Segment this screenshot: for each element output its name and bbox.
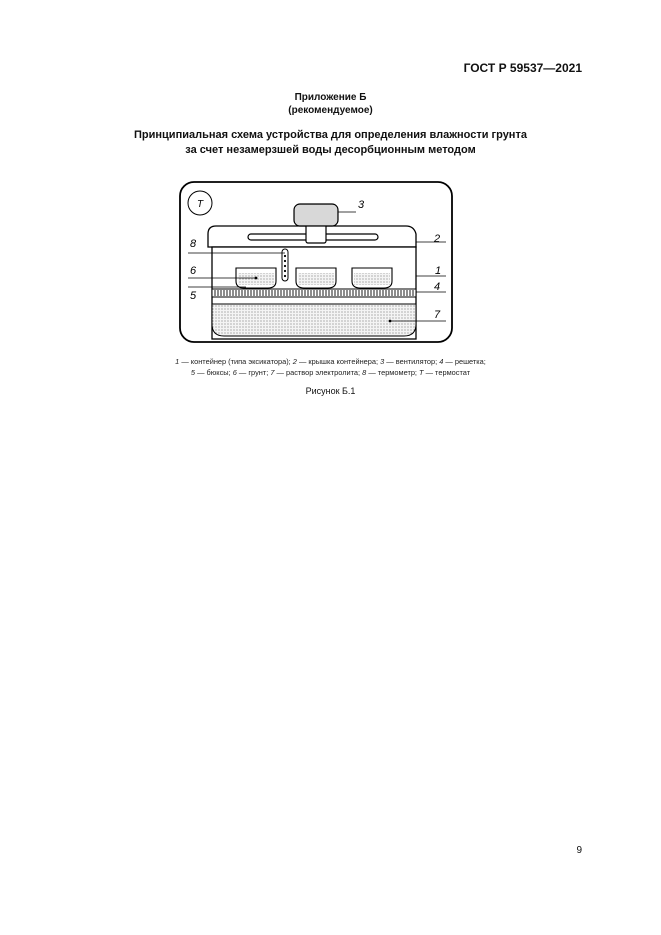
thermostat-symbol: T	[197, 199, 204, 210]
legend-line-1: 1 — контейнер (типа эксикатора); 2 — крышка контейнера; 3 — вентилятор; 4 — решетка;	[175, 357, 486, 366]
legend-line-2: 5 — бюксы; 6 — грунт; 7 — раствор электролита; 8 — термометр; T — термостат	[190, 368, 471, 377]
callout-7: 7	[434, 309, 441, 321]
callout-4: 4	[434, 281, 441, 293]
callout-3: 3	[358, 199, 365, 211]
callout-5: 5	[190, 290, 197, 302]
annex-heading	[0, 91, 661, 117]
document-code: ГОСТ Р 59537—2021	[463, 61, 582, 75]
figure-caption: Рисунок Б.1	[305, 386, 356, 396]
device-diagram	[170, 176, 460, 348]
annex-status: (рекомендуемое)	[288, 105, 373, 116]
title-line-2: за счет незамерзшей воды десорбционным методом	[185, 144, 476, 156]
callout-2: 2	[434, 233, 441, 245]
callout-8: 8	[190, 238, 197, 250]
soil-cup	[296, 268, 336, 288]
page-number: 9	[576, 845, 582, 856]
soil-cup	[352, 268, 392, 288]
title-line-1: Принципиальная схема устройства для определения влажности грунта	[134, 129, 527, 141]
electrolyte-solution	[212, 304, 416, 336]
fan-motor	[294, 204, 338, 226]
figure-legend	[0, 356, 661, 378]
callout-1: 1	[435, 265, 442, 277]
annex-title: Приложение Б	[294, 92, 367, 103]
callout-6: 6	[190, 265, 197, 277]
page-title	[0, 128, 661, 158]
